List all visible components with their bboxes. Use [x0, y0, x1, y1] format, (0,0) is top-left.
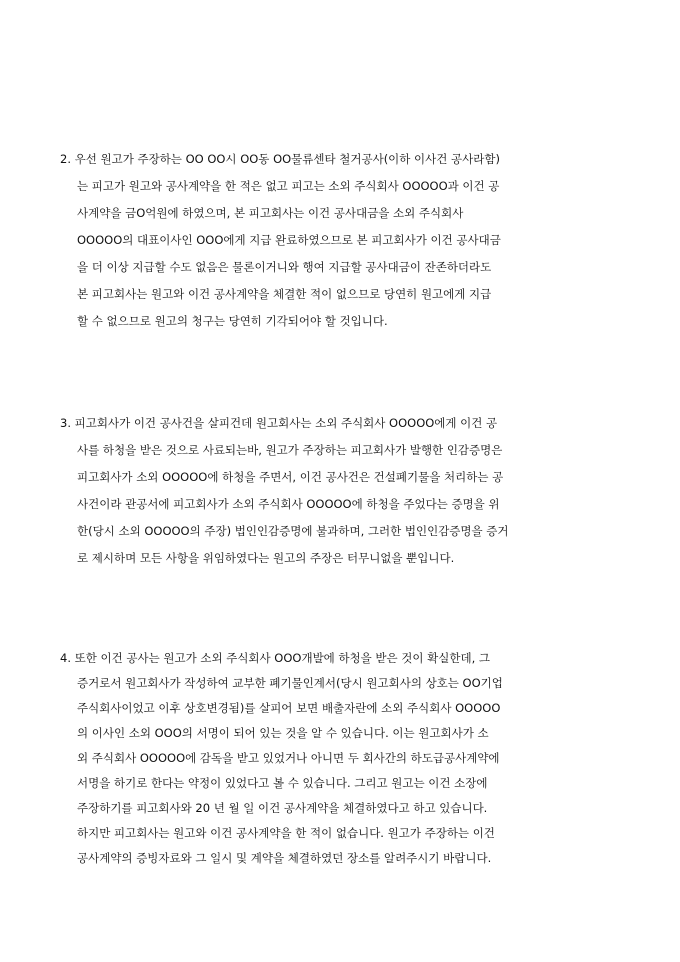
paragraph-line: 사건이라 관공서에 피고회사가 소외 주식회사 OOOOO에 하청을 주었다는 증명을 위 — [77, 497, 500, 511]
paragraph-line: 을 더 이상 지급할 수도 없음은 물론이거니와 행여 지급할 공사대금이 잔존하더라도 — [77, 260, 492, 274]
paragraph-line: 하지만 피고회사는 원고와 이건 공사계약을 한 적이 없습니다. 원고가 주장하는 이건 — [77, 826, 495, 840]
paragraph-line: 주장하기를 피고회사와 20 년 월 일 이건 공사계약을 체결하였다고 하고 있습니다. — [77, 801, 488, 815]
paragraph-line: OOOOO의 대표이사인 OOO에게 지급 완료하였으므로 본 피고회사가 이건 공사대금 — [77, 233, 501, 247]
paragraph-line: 4. 또한 이건 공사는 원고가 소외 주식회사 OOO개발에 하청을 받은 것이 확실한데, 그 — [60, 651, 491, 665]
paragraph-line: 한(당시 소외 OOOOO의 주장) 법인인감증명에 불과하며, 그러한 법인인감증명을 증거 — [77, 524, 509, 538]
paragraph-line: 피고회사가 소외 OOOOO에 하청을 주면서, 이건 공사건은 건설폐기물을 처리하는 공 — [77, 470, 504, 484]
paragraph-line: 의 이사인 소외 OOO의 서명이 되어 있는 것을 알 수 있습니다. 이는 원고회사가 소 — [77, 726, 489, 740]
paragraph-line: 사를 하청을 받은 것으로 사료되는바, 원고가 주장하는 피고회사가 발행한 인감증명은 — [77, 443, 503, 457]
paragraph-line: 할 수 없으므로 원고의 청구는 당연히 기각되어야 할 것입니다. — [77, 314, 388, 328]
paragraph-line: 서명을 하기로 한다는 약정이 있었다고 볼 수 있습니다. 그리고 원고는 이건 소장에 — [77, 776, 488, 790]
paragraph-line: 로 제시하며 모든 사항을 위임하였다는 원고의 주장은 터무니없을 뿐입니다. — [77, 551, 455, 565]
paragraph-line: 3. 피고회사가 이건 공사건을 살피건데 원고회사는 소외 주식회사 OOOOO에게 이건 공 — [60, 416, 498, 430]
paragraph-line: 2. 우선 원고가 주장하는 OO OO시 OO동 OO물류센타 철거공사(이하 이사건 공사라함) — [60, 152, 500, 166]
paragraph-line: 증거로서 원고회사가 작성하여 교부한 폐기물인계서(당시 원고회사의 상호는 OO기업 — [77, 676, 503, 690]
paragraph-line: 는 피고가 원고와 공사계약을 한 적은 없고 피고는 소외 주식회사 OOOOO과 이건 공 — [77, 179, 500, 193]
paragraph-line: 사계약을 금O억원에 하였으며, 본 피고회사는 이건 공사대금을 소외 주식회사 — [77, 206, 464, 220]
paragraph-line: 공사계약의 증빙자료와 그 일시 및 계약을 체결하였던 장소를 알려주시기 바랍니다. — [77, 851, 492, 865]
paragraph-line: 외 주식회사 OOOOO에 감독을 받고 있었거나 아니면 두 회사간의 하도급공사계약에 — [77, 751, 500, 765]
paragraph-line: 본 피고회사는 원고와 이건 공사계약을 체결한 적이 없으므로 당연히 원고에게 지급 — [77, 287, 492, 301]
paragraph-line: 주식회사이었고 이후 상호변경됨)를 살피어 보면 배출자란에 소외 주식회사 OOOOO — [77, 701, 501, 715]
